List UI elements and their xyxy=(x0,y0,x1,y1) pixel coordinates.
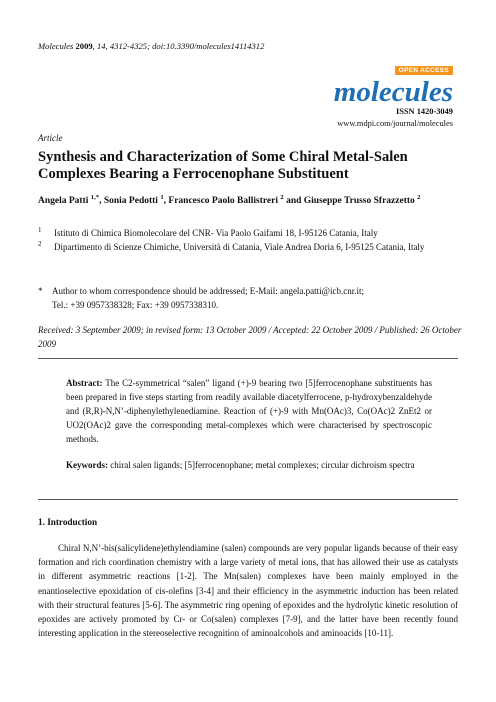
open-access-badge: OPEN ACCESS xyxy=(395,66,453,75)
author[interactable]: Sonia Pedotti xyxy=(103,196,158,206)
correspondence-email[interactable]: Author to whom correspondence should be addressed; E-Mail: angela.patti@icb.cnr.it; xyxy=(52,286,364,296)
section-heading: 1. Introduction xyxy=(38,517,98,527)
journal-logo[interactable]: molecules xyxy=(333,76,453,108)
journal-reference: Molecules 2009, 14, 4312-4325; doi:10.3390/molecules14114312 xyxy=(38,41,265,51)
journal-year: 2009 xyxy=(75,41,93,51)
journal-website-link[interactable]: www.mdpi.com/journal/molecules xyxy=(337,119,453,128)
abstract-text: The C2-symmetrical “salen” ligand (+)-9 bearing two [5]ferrocenophane substituents has been prepared in five steps starting from readily available diacetylferrocene, p-hydroxybenzaldehyde and (R,R)-N,N’-diphenylethylenediamine. Reaction of (+)-9 with Mn(OAc)3, Co(OAc)2 ZnEt2 or UO2(OAc)2 gave the corresponding metal-complexes which were characterised by spectroscopic methods. xyxy=(66,378,433,444)
publication-dates: Received: 3 September 2009; in revised form: 13 October 2009 / Accepted: 22 October 2009 / Published: 26 October 2009 xyxy=(38,325,462,349)
correspondence: * Author to whom correspondence should be addressed; E-Mail: angela.patti@icb.cnr.it; Tel.: +39 0957338328; Fax: +39 0957338310. xyxy=(38,286,364,310)
article-title: Synthesis and Characterization of Some Chiral Metal-Salen Complexes Bearing a Ferrocenophane Substituent xyxy=(38,149,408,182)
keywords-text: chiral salen ligands; [5]ferrocenophane; metal complexes; circular dichroism spectra xyxy=(110,460,415,470)
keywords xyxy=(66,458,432,472)
abstract xyxy=(66,376,432,446)
abstract-label: Abstract: xyxy=(66,378,103,388)
intro-paragraph: Chiral N,N’-bis(salicylidene)ethylendiamine (salen) compounds are very popular ligands because of their easy formation and rich coordination chemistry with a large variety of metal ions, that has allowed their use as catalysts in different asymmetric reactions [1-2]. The Mn(salen) complexes have been mainly employed in the enantioselective epoxidation of cis-olefins [3-4] and their efficiency in the asymmetric induction has been related with their structural features [5-6]. The asymmetric ring opening of epoxides and the hydrolytic kinetic resolution of epoxides are actively promoted by Cr- or Co(salen) complexes [7-9], and the latter have been recently found interesting application in the stereoselective recognition of aminoalcohols and aminoacids [10-11]. xyxy=(38,543,458,639)
article-type: Article xyxy=(38,133,63,143)
author[interactable]: Giuseppe Trusso Sfrazzetto xyxy=(303,196,415,206)
author-list: Angela Patti $^{1,*}$, Sonia Pedotti $^1$, Francesco Paolo Ballistreri $^2$ and Giuseppe Trusso Sfrazzetto $^2$ xyxy=(38,193,421,206)
divider xyxy=(38,499,458,500)
affiliation: 1 Istituto di Chimica Biomolecolare del CNR- Via Paolo Gaifami 18, I-95126 Catania, Italy xyxy=(38,226,378,238)
issn: ISSN 1420-3049 xyxy=(395,107,453,116)
author[interactable]: Francesco Paolo Ballistreri xyxy=(168,196,278,206)
affiliation: 2 Dipartimento di Scienze Chimiche, Università di Catania, Viale Andrea Doria 6, I-95125 Catania, Italy xyxy=(38,240,425,252)
author[interactable]: Angela Patti xyxy=(38,196,89,206)
divider xyxy=(38,358,458,359)
keywords-label: Keywords: xyxy=(66,460,108,470)
